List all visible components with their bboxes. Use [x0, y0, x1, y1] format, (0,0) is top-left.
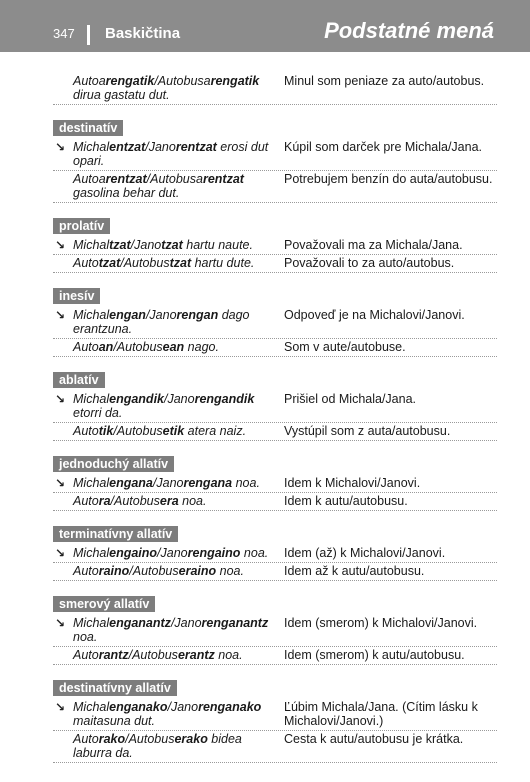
slovak-translation: Idem až k autu/autobusu. — [284, 564, 425, 578]
case-suffix: tzat — [169, 256, 192, 270]
basque-text: /Autobus — [113, 340, 163, 354]
case-suffix: tzat — [161, 238, 183, 252]
basque-example — [73, 74, 283, 102]
basque-text: erosi dut opari. — [73, 140, 269, 168]
example-row — [53, 256, 497, 273]
case-label: terminatívny allatív — [53, 526, 178, 542]
example-row — [53, 424, 497, 441]
slovak-translation: Idem (smerom) k Michalovi/Janovi. — [284, 616, 478, 630]
case-section — [53, 119, 497, 203]
basque-text: dirua gastatu dut. — [73, 88, 170, 102]
basque-text: noa. — [178, 494, 207, 508]
basque-text: Auto — [73, 424, 99, 438]
case-section — [53, 595, 497, 665]
case-label: prolatív — [53, 218, 110, 234]
basque-text: bidea laburra da. — [73, 732, 242, 760]
case-section — [53, 525, 497, 581]
case-suffix: engan — [109, 308, 146, 322]
slovak-translation: Idem (až) k Michalovi/Janovi. — [284, 546, 446, 560]
arrow-down-right-icon: ↘ — [55, 392, 66, 406]
basque-text: Autoa — [73, 74, 106, 88]
basque-text: /Autobusa — [146, 172, 203, 186]
arrow-down-right-icon: ↘ — [55, 476, 66, 490]
case-suffix: rentzat — [202, 172, 244, 186]
basque-text: /Autobus — [110, 494, 160, 508]
page-number: 347 — [53, 26, 75, 41]
case-suffix: tik — [98, 424, 114, 438]
example-row — [53, 74, 497, 105]
basque-example — [73, 616, 283, 644]
example-row — [53, 140, 497, 171]
basque-text: /Jano — [145, 140, 176, 154]
basque-text: Autoa — [73, 172, 106, 186]
basque-text: /Autobus — [125, 732, 175, 746]
basque-text: etorri da. — [73, 406, 123, 420]
basque-text: Michal — [73, 140, 110, 154]
case-section — [53, 679, 497, 763]
slovak-translation: Ľúbim Michala/Jana. (Cítim lásku k Michalovi/Janovi.) — [284, 700, 478, 728]
case-suffix: renganantz — [201, 616, 269, 630]
case-suffix: era — [159, 494, 179, 508]
basque-text: hartu naute. — [182, 238, 253, 252]
example-row — [53, 700, 497, 731]
case-suffix: rengana — [183, 476, 233, 490]
case-label: destinatív — [53, 120, 123, 136]
basque-example — [73, 392, 283, 420]
basque-text: noa. — [214, 648, 243, 662]
slovak-translation: Minul som peniaze za auto/autobus. — [284, 74, 485, 88]
slovak-translation: Idem k Michalovi/Janovi. — [284, 476, 421, 490]
chapter-title: Podstatné mená — [324, 18, 494, 43]
case-suffix: tzat — [109, 238, 131, 252]
basque-example — [73, 700, 283, 728]
basque-text: /Jano — [167, 700, 199, 714]
case-section — [53, 455, 497, 511]
case-suffix: tzat — [98, 256, 121, 270]
basque-example — [73, 140, 283, 168]
basque-text: hartu dute. — [191, 256, 255, 270]
basque-example — [73, 494, 283, 508]
case-suffix: renganako — [198, 700, 262, 714]
basque-example — [73, 308, 283, 336]
case-suffix: etik — [162, 424, 185, 438]
example-row — [53, 546, 497, 563]
example-row — [53, 476, 497, 493]
case-suffix: rantz — [98, 648, 129, 662]
basque-text: /Jano — [145, 308, 177, 322]
basque-text: nago. — [184, 340, 219, 354]
example-row — [53, 392, 497, 423]
basque-text: Michal — [73, 238, 110, 252]
slovak-translation: Som v aute/autobuse. — [284, 340, 406, 354]
basque-text: noa. — [240, 546, 269, 560]
case-suffix: eraino — [178, 564, 217, 578]
arrow-down-right-icon: ↘ — [55, 546, 66, 560]
basque-text: /Autobus — [113, 424, 163, 438]
basque-text: noa. — [73, 630, 98, 644]
basque-text: Michal — [73, 476, 110, 490]
basque-example — [73, 238, 283, 252]
case-suffix: ean — [162, 340, 185, 354]
basque-example — [73, 424, 283, 438]
basque-text: /Jano — [130, 238, 162, 252]
case-suffix: rengatik — [210, 74, 260, 88]
case-section — [53, 287, 497, 357]
example-row — [53, 308, 497, 339]
basque-text: Auto — [73, 340, 99, 354]
slovak-translation: Vystúpil som z auta/autobusu. — [284, 424, 451, 438]
basque-text: /Autobusa — [154, 74, 211, 88]
case-suffix: rengan — [176, 308, 219, 322]
example-row — [53, 648, 497, 665]
basque-example — [73, 732, 283, 760]
main-content — [53, 74, 497, 764]
basque-text: /Jano — [152, 476, 184, 490]
slovak-translation: Považovali ma za Michala/Jana. — [284, 238, 463, 252]
case-label: inesív — [53, 288, 100, 304]
case-suffix: rengandik — [194, 392, 255, 406]
example-row — [53, 340, 497, 357]
slovak-translation: Potrebujem benzín do auta/autobusu. — [284, 172, 493, 186]
case-suffix: enganako — [109, 700, 168, 714]
book-title: Baskičtina — [105, 25, 181, 42]
basque-text: gasolina behar dut. — [73, 186, 180, 200]
basque-text: Michal — [73, 700, 110, 714]
arrow-down-right-icon: ↘ — [55, 238, 66, 252]
basque-example — [73, 546, 283, 560]
case-suffix: engandik — [109, 392, 164, 406]
basque-text: /Autobus — [120, 256, 170, 270]
basque-text: noa. — [216, 564, 244, 578]
basque-text: Auto — [73, 494, 99, 508]
basque-text: /Autobus — [128, 648, 178, 662]
example-row — [53, 494, 497, 511]
basque-text: atera naiz. — [184, 424, 247, 438]
slovak-translation: Považovali to za auto/autobus. — [284, 256, 455, 270]
basque-text: Auto — [73, 732, 99, 746]
basque-example — [73, 340, 283, 354]
basque-text: /Jano — [157, 546, 188, 560]
example-row — [53, 564, 497, 581]
case-suffix: rako — [98, 732, 126, 746]
basque-example — [73, 256, 283, 270]
basque-text: Michal — [73, 392, 110, 406]
basque-text: Auto — [73, 648, 99, 662]
basque-text: /Autobus — [129, 564, 179, 578]
case-section — [53, 371, 497, 441]
arrow-down-right-icon: ↘ — [55, 700, 66, 714]
case-suffix: rengatik — [105, 74, 155, 88]
basque-example — [73, 564, 283, 578]
slovak-translation: Prišiel od Michala/Jana. — [284, 392, 417, 406]
case-suffix: engaino — [109, 546, 158, 560]
basque-example — [73, 648, 283, 662]
basque-text: Michal — [73, 546, 110, 560]
example-row — [53, 238, 497, 255]
case-suffix: raino — [98, 564, 130, 578]
basque-text: dago erantzuna. — [73, 308, 250, 336]
basque-text: Auto — [73, 256, 99, 270]
basque-text: Auto — [73, 564, 99, 578]
case-suffix: rentzat — [175, 140, 217, 154]
case-section — [53, 217, 497, 273]
case-suffix: engana — [109, 476, 153, 490]
arrow-down-right-icon: ↘ — [55, 140, 66, 154]
basque-text: /Jano — [164, 392, 195, 406]
case-suffix: ra — [98, 494, 111, 508]
case-suffix: entzat — [109, 140, 146, 154]
basque-text: Michal — [73, 308, 110, 322]
basque-example — [73, 172, 283, 200]
case-suffix: enganantz — [109, 616, 171, 630]
basque-text: /Jano — [170, 616, 202, 630]
example-row — [53, 732, 497, 763]
arrow-down-right-icon: ↘ — [55, 308, 66, 322]
arrow-down-right-icon: ↘ — [55, 616, 66, 630]
case-label: smerový allatív — [53, 596, 155, 612]
case-suffix: rentzat — [105, 172, 147, 186]
example-row — [53, 616, 497, 647]
slovak-translation: Idem k autu/autobusu. — [284, 494, 408, 508]
case-suffix: erako — [174, 732, 208, 746]
example-row — [53, 172, 497, 203]
case-suffix: erantz — [177, 648, 215, 662]
basque-example — [73, 476, 283, 490]
case-label: destinatívny allatív — [53, 680, 177, 696]
slovak-translation: Cesta k autu/autobusu je krátka. — [284, 732, 464, 746]
case-suffix: rengaino — [187, 546, 241, 560]
basque-text: noa. — [232, 476, 260, 490]
page-header — [0, 0, 530, 52]
case-label: ablatív — [53, 372, 105, 388]
slovak-translation: Idem (smerom) k autu/autobusu. — [284, 648, 465, 662]
basque-text: maitasuna dut. — [73, 714, 155, 728]
basque-text: Michal — [73, 616, 110, 630]
header-divider — [87, 25, 90, 45]
slovak-translation: Kúpil som darček pre Michala/Jana. — [284, 140, 483, 154]
case-label: jednoduchý allatív — [53, 456, 174, 472]
slovak-translation: Odpoveď je na Michalovi/Janovi. — [284, 308, 465, 322]
case-suffix: an — [98, 340, 114, 354]
